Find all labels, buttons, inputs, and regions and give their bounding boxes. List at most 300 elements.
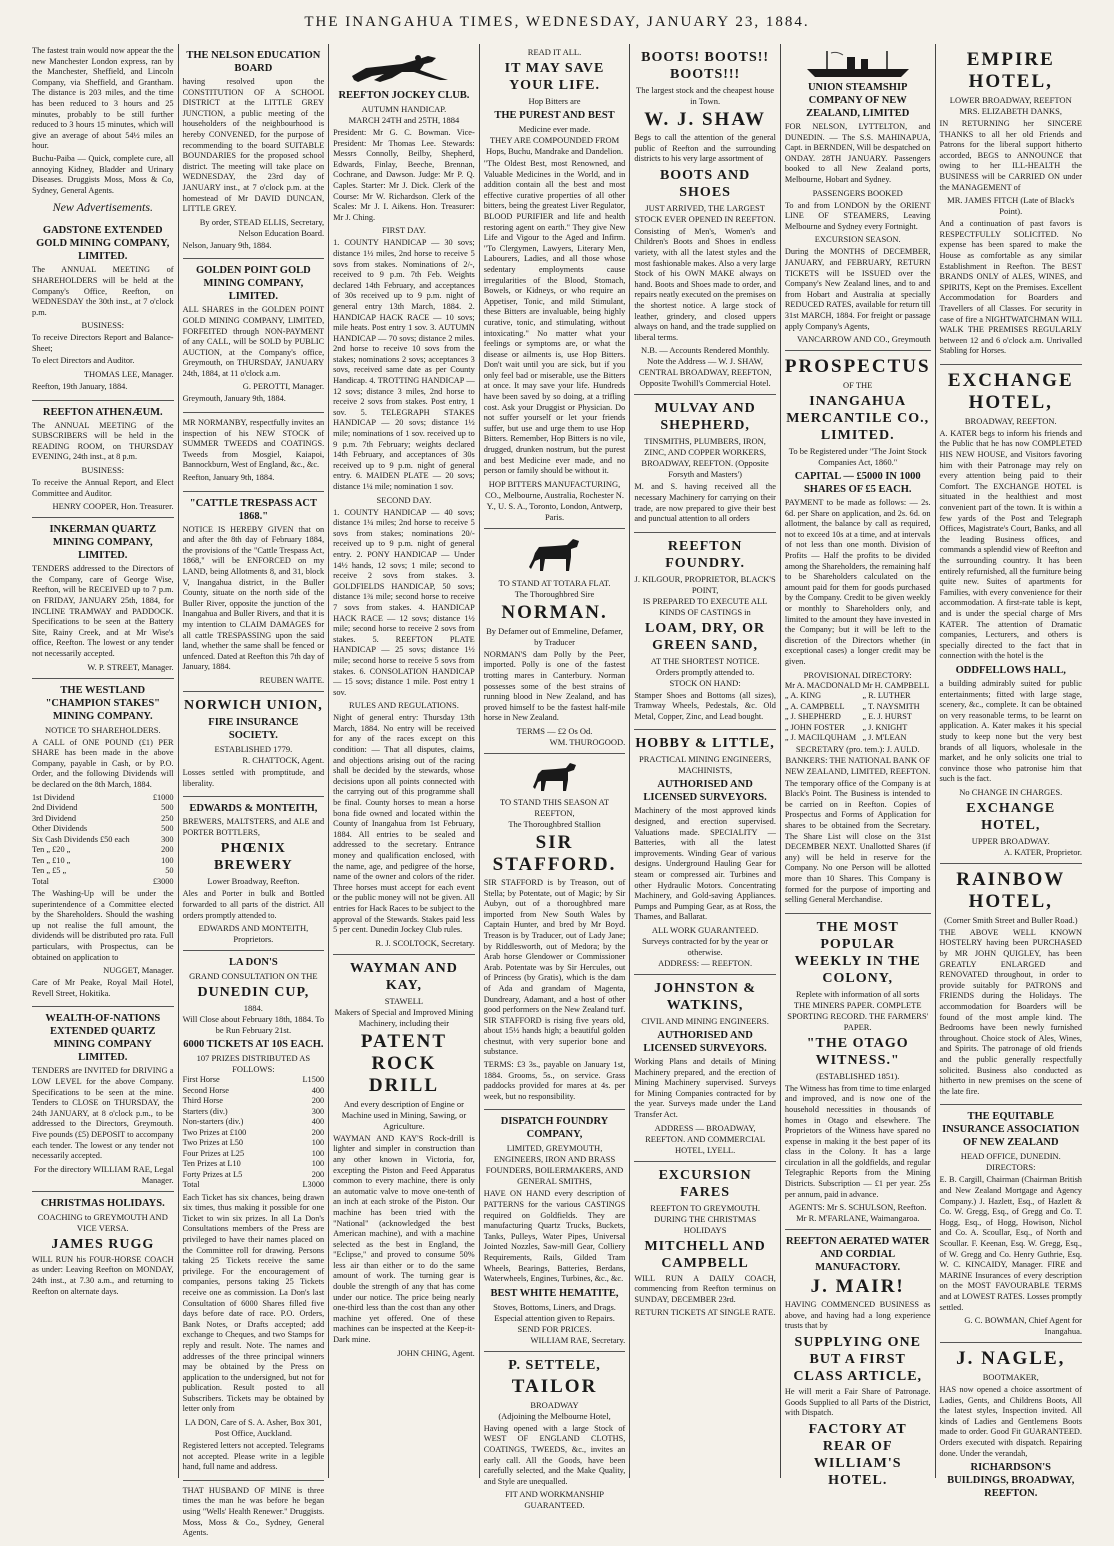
ad-subheading: THE PUREST AND BEST <box>494 110 615 121</box>
ad-heading: HOBBY & LITTLE, <box>635 736 775 752</box>
ad-name: P. SETTELE, <box>508 1357 601 1373</box>
rules-body: Night of general entry: Thursday 13th March, 1884. No entry will be received for any of the races except on this condition: — That all disputes, claims, and objections arising out of the racing shall be decided by the stewards, whose decisions upon all points connected with the carrying out of this programme shall be final. County horses to mean a horse bona fide owned and located within the County of Inangahua from 1st February, 1884. All entries to be sealed and addressed to the secretary. Entrance money and qualification enclosed, with the name, age, and pedigree of the horse, name of the owner and colors of the rider. Three horses must accept for each event or the public money will not be given. All entries for Hack Races to be subject to the approval of the Stewards. Stakes paid less 5 per cent. Dunedin Jockey Club rules. <box>333 713 475 935</box>
ad-subheading: PASSENGERS BOOKED <box>812 187 903 198</box>
ad-heading: THE WESTLAND "CHAMPION STAKES" MINING COMPANY. <box>45 684 160 722</box>
ad-body: Begs to call the attention of the general public of Reefton and the surrounding districts to his very large assortment of <box>634 133 776 164</box>
table-row <box>183 1086 325 1097</box>
ad-trade: TAILOR <box>511 1375 598 1397</box>
ad-subheading: The Thoroughbred Sire <box>514 588 595 599</box>
edwards-monteith-ad <box>183 797 325 951</box>
ad-item: To receive the Annual Report, and Elect Committee and Auditor. <box>32 478 174 498</box>
ad-body: Machinery of the most approved kinds designed, and erection supervised. Valuations made. SPECIALITY — Batteries, with all the latest improvements. Winding Gear of various designs. Underground Hauling Gear for steam or compressed air. Turbines and other Hydraulic Motors. Concentrating Machinery, and Gold-saving Appliances. Pumps and Pumping Gear, as at Ross, the Thames, and Ballarat. <box>634 806 776 922</box>
ad-subheading: (Adjoining the Melbourne Hotel, <box>498 1410 611 1421</box>
company-name: INANGAHUA MERCANTILE CO., LIMITED. <box>786 394 930 444</box>
gadstone-ad <box>32 219 174 400</box>
ad-signer: WILLIAM RAE, Secretary. <box>530 1334 626 1345</box>
row-label: Four Prizes at L25 <box>182 1148 245 1158</box>
normanby-ad <box>183 413 325 492</box>
ad-body: DURING THE CHRISTMAS HOLIDAYS <box>653 1213 757 1235</box>
ad-pedigree: By Defamer out of Emmeline, Defamer, by Traducer <box>486 625 623 647</box>
ad-heading: EDWARDS & MONTEITH, <box>189 803 318 815</box>
product-name: PATENT ROCK DRILL <box>360 1030 448 1096</box>
settele-tailor-ad <box>484 1352 626 1517</box>
ad-registration: To be Registered under "The Joint Stock Companies Act, 1860." <box>788 446 927 468</box>
ad-heading: INKERMAN QUARTZ MINING COMPANY, LIMITED. <box>49 524 157 562</box>
ad-address: ADDRESS — BROADWAY, REEFTON. AND COMMERCIAL HOTEL, LYELL. <box>645 1122 766 1155</box>
dividend-table <box>32 793 174 888</box>
ad-body: NOTICE IS HEREBY GIVEN that on and after the 8th day of February 1884, the provisions of the "Cattle Trespass Act, 1868," will be ENFORCED on my LAND, being Allotments 8, and 31, block V, Inangahua district, in the Buller County, situate on the north side of the Buller River, opposite the junction of the Inangahua and Buller Rivers, and that it is my intention to CLAIM DAMAGES for all cattle TRESPASSING upon the said land, whether the same shall be fenced or unfenced. Dated at Reefton this 7th day of January, 1884. <box>182 524 325 672</box>
ad-top: READ IT ALL. <box>527 47 582 57</box>
director: „ E. J. HURST <box>862 712 912 722</box>
ad-owner: MRS. ELIZABETH DANKS, <box>959 106 1062 116</box>
ad-heading: REEFTON ATHENÆUM. <box>42 406 163 418</box>
ad-subheading: Replete with information of all sorts <box>795 988 920 999</box>
row-label: Two Prizes at L50 <box>182 1138 244 1148</box>
total-label: Total <box>32 876 49 886</box>
ad-subheading: ENGINEERS, IRON AND BRASS FOUNDERS, BOILERMAKERS, AND GENERAL SMITHS, <box>485 1154 624 1187</box>
ad-heading: REEFTON FOUNDRY. <box>665 538 745 571</box>
ad-signer: G. PEROTTI, Manager. <box>242 381 325 392</box>
ad-signer: By order, STEAD ELLIS, Secretary, Nelson Education Board. <box>199 216 325 238</box>
hop-bitters-ad <box>484 44 626 529</box>
ad-signer: REUBEN WAITE. <box>259 674 325 685</box>
director: Mr A. MACDONALD <box>784 680 861 690</box>
ad-heading: PROSPECTUS <box>784 356 931 378</box>
stock-heading: STOCK ON HAND: <box>669 677 741 688</box>
ad-body: IN RETURNING her SINCERE THANKS to all her old Friends and Patrons for the liberal support hitherto accorded, BEGS to ANNOUNCE that owing to her ILL-HEALTH the BUSINESS will be CARRIED ON under the MANAGEMENT of <box>939 119 1082 192</box>
jockey-club-ad <box>333 44 475 955</box>
hall-name: ODDFELLOWS HALL, <box>955 664 1066 676</box>
ad-heading: IT MAY SAVE YOUR LIFE. <box>504 61 605 93</box>
column-2 <box>179 44 330 1538</box>
inkerman-ad <box>32 518 174 678</box>
ad-owner: J. KILGOUR, PROPRIETOR, BLACK'S POINT, <box>634 573 776 595</box>
ad-manager: MR. JAMES FITCH (Late of Black's Point). <box>947 195 1075 217</box>
ad-body: The Washing-Up will be under the superintendence of a Committee elected by the Shareholders. Should the washing up not realise the full amount, the dividends will be distributed pro rata. Full particulars, with Prospectus, can be obtained on application to <box>32 889 174 962</box>
exchange-hotel-ad <box>940 365 1082 864</box>
ad-address: ADDRESS: — REEFTON. <box>658 958 753 968</box>
ad-subheading: GRAND CONSULTATION ON THE <box>189 971 318 982</box>
ad-signer: WM. THUROGOOD. <box>549 736 626 747</box>
column-3 <box>329 44 480 1478</box>
ad-body: WILL RUN his FOUR-HORSE COACH as under: Leaving Reefton on MONDAY, 24th inst., at 7.30 a.m., and returning to Reefton on alternate days. <box>32 1254 174 1296</box>
golden-point-ad <box>183 259 325 413</box>
ad-signer: R. J. SCOLTOCK, Secretary. <box>375 937 475 948</box>
ad-slogan: SUPPLYING ONE BUT A FIRST CLASS ARTICLE, <box>793 1335 923 1385</box>
table-row <box>32 814 174 825</box>
ad-body: TENDERS are INVITED for DRIVING a LOW LEVEL for the above Company. Specifications to be seen at the mine. Tenders to CLOSE on THURSDAY, the 24th JANUARY, at 8 o'clock p.m., to be addressed to the Directors, Greymouth. Five pounds (£5) DEPOSIT to accompany each tender. The lowest or any tender not necessarily accepted. <box>32 1066 174 1161</box>
row-amount: 400 <box>311 1085 325 1095</box>
ad-established: ESTABLISHED 1779. <box>214 743 293 754</box>
ad-body: a building admirably suited for public entertainments; fitted with large stage, scenery, &c., complete. It can be obtained on very reasonable terms, to be learnt on application. A. Kater makes it his special study to keep none but the very best brands of all liquors, wholesale in the market, and he only solicits one trial to convince those who patronise him that such is the fact. <box>939 678 1082 784</box>
shaw-boots-ad <box>634 44 776 395</box>
row-label: First Horse <box>182 1075 220 1085</box>
ad-heading: THE MOST POPULAR WEEKLY IN THE COLONY, <box>794 919 921 986</box>
ad-body: THE ABOVE WELL KNOWN HOSTELRY having been PURCHASED by MR JOHN QUIGLEY, has been GREATLY ENLARGED and RENOVATED throughout, in order to provide suitably for PATRONS and FRIENDS during the Holidays. The accommodation for Boarders will be found of the most ample kind. The Bedrooms have been newly furnished throughout. Choice stock of Ales, Wines, and Spirits. The patronage of old friends and the public generally respectfully solicited. Business also conducted as hitherto in new premises on the scene of the late fire. <box>939 927 1082 1096</box>
racehorse-icon <box>344 50 464 86</box>
norwich-union-ad <box>183 692 325 797</box>
ad-subheading: CIVIL AND MINING ENGINEERS. <box>641 1016 769 1026</box>
row-label: Starters (div.) <box>182 1106 228 1116</box>
ad-subheading: Medicine ever made. <box>518 124 591 134</box>
ad-item: To elect Directors and Auditor. <box>32 356 135 366</box>
director: „ R. LUTHER <box>862 691 911 701</box>
steamship-icon <box>803 49 913 79</box>
ad-body: PAYMENT to be made as follows: — 2s. 6d. per Share on application, and 2s. 6d. on allotment, the balance by call as required, not to exceed 10s at a time, and at intervals of not less than one month. Division of Profits — Half the profits to be divided among the Shareholders, the remaining half to be Shareholders calculated on the amount paid for them for goods purchased by the Company. Credit to be given weekly or monthly to Shareholders only, and limited to the amount they have invested in the Company; but it will be left to the discretion of the Directors whether (in exceptional cases) a longer credit may be given. <box>784 498 931 666</box>
row-amount: 500 <box>161 803 174 813</box>
ad-note: N.B. — Accounts Rendered Monthly. <box>641 345 770 356</box>
ad-name: W. J. SHAW <box>644 109 766 130</box>
health-renewer-ad <box>183 1481 325 1546</box>
ad-names: MITCHELL AND CAMPBELL <box>644 1238 766 1271</box>
ad-body: WILL RUN A DAILY COACH, commencing from Reefton terminus on SUNDAY, DECEMBER 23rd. <box>634 1273 776 1304</box>
ad-line: Stoves, Bottoms, Liners, and Drags. <box>493 1301 616 1312</box>
ad-body: Losses settled with promptitude, and liberality. <box>182 767 325 788</box>
ad-maker: HOP BITTERS MANUFACTURING, CO., Melbourne, Australia, Rochester N. Y., U. S. A., Toronto, London, Antwerp, Paris. <box>485 478 625 522</box>
ad-highlight: LOAM, DRY, OR GREEN SAND, <box>645 620 766 653</box>
director: Mr H. CAMPBELL <box>862 680 930 690</box>
table-row <box>183 1075 325 1086</box>
ad-date: Greymouth, January 9th, 1884. <box>182 394 286 404</box>
ad-name: J. MAIR! <box>810 1276 905 1298</box>
director: „ J. MACILQUHAM <box>784 733 857 743</box>
ad-body: E. B. Cargill, Chairman (Chairman British and New Zealand Mortgage and Agency Company.) J. Hazlett, Esq., of Hazlett & Co. W. Gregg, Esq., of Gregg and Co. T. Hogg, Esq., of Hogg, Howison, Nichol and Co. A. Scoullar, Esq., of North and Scoullar. F. Keenan, Esq. W. Gregg, Esq., of W. Gregg and Co. Henry Guthrie, Esq. W. C. KINCAIDY, Manager. FIRE and MARINE Insurances of every description on the MOST FAVOURABLE TERMS and at LOWEST RATES. Losses promptly settled. <box>939 1175 1082 1312</box>
empire-hotel-ad <box>940 44 1082 365</box>
ad-heading: NORWICH UNION, <box>183 697 323 713</box>
ad-body: The ANNUAL MEETING of the SUBSCRIBERS will be held in the READING ROOM, on THURSDAY EVENING, 24th inst., at 8 p.m. <box>32 420 174 462</box>
directors-heading: DIRECTORS: <box>986 1162 1036 1173</box>
bankers: BANKERS: THE NATIONAL BANK OF NEW ZEALAND, LIMITED, REEFTON. <box>785 754 931 776</box>
excursion-fares-ad <box>634 1162 776 1324</box>
stock-body: Stamper Shoes and Bottoms (all sizes), Tramway Wheels, Pedestals, &c. Old Metal, Copper, Zinc, and Lead bought. <box>634 690 776 721</box>
nagle-bootmaker-ad <box>940 1343 1082 1507</box>
column-6 <box>781 44 936 1488</box>
newspaper-columns <box>28 44 1086 1538</box>
horse-icon <box>530 760 580 794</box>
ad-body: TENDERS addressed to the Directors of the Company, care of George Wise, Reefton, will be RECEIVED up to 7 p.m. on FRIDAY, JANUARY 25th, 1884, for INCLINE TRAMWAY and PADDOCK. Specifications to be seen at the Battery Site, Rainy Creek, and at Mr Wise's office, Reefton. The lowest or any tender not necessarily accepted. <box>32 564 174 658</box>
masthead <box>0 0 1114 44</box>
ad-subheading: The largest stock and the cheapest house in Town. <box>636 85 775 106</box>
ad-goods: BOOTS AND SHOES <box>659 167 751 200</box>
ad-body: A. KATER begs to inform his friends and the Public that he has now COMPLETED HIS NEW HOUSE, and Visitors favoring him with their Patronage may rely on every attention being paid to their Comfort. The EXCHANGE HOTEL is situated in the healthiest and most convenient part of the town. It is within a few yards of the Post and Telegraph Offices, Magistrate's Court, Banks, and all the leading Business offices, and commands a splendid view of Reefton and the surrounding country. It has been entirely refurnished, all the furniture being quite new. Suites of apartments for Families, with every convenience for their accommodation. A first-rate table is kept, and is under the special charge of Mrs KATER. The attention of Dramatic companies, Lecturers, and others is specially directed to the fact that in connection with the hotel is the <box>939 428 1082 661</box>
column-4 <box>480 44 631 1511</box>
ad-address: (Corner Smith Street and Buller Road.) <box>943 914 1078 925</box>
ad-address: UPPER BROADWAY. <box>971 835 1050 846</box>
ad-heading: REEFTON AERATED WATER AND CORDIAL MANUFACTORY. <box>786 1236 930 1274</box>
ad-heading: WAYMAN AND KAY, <box>350 960 458 993</box>
ad-heading: EXCURSION FARES <box>658 1167 752 1200</box>
table-row <box>785 702 931 713</box>
table-row <box>32 866 174 877</box>
ad-business: BUSINESS: <box>81 465 125 476</box>
table-row <box>183 1159 325 1170</box>
ad-address: Lower Broadway, Reefton. <box>207 876 300 887</box>
row-amount: 300 <box>161 834 174 844</box>
ad-date: Nelson, January 9th, 1884. <box>182 240 272 250</box>
ad-name: SIR STAFFORD. <box>492 831 617 875</box>
ad-subheading: The Thoroughbred Stallion <box>508 818 601 829</box>
ad-heading: REEFTON JOCKEY CLUB. <box>338 90 470 101</box>
ad-address: HEAD OFFICE, DUNEDIN. <box>960 1151 1061 1162</box>
ad-signer: NUGGET, Manager. <box>103 965 174 976</box>
ad-heading: THE NELSON EDUCATION BOARD <box>186 50 321 74</box>
ad-subheading: LIMITED, GREYMOUTH, <box>506 1143 603 1154</box>
johnston-watkins-ad <box>634 975 776 1162</box>
ad-sub: OF THE <box>843 380 873 391</box>
ad-body: THAT HUSBAND OF MINE is three times the man he was before he began using "Wells' Health Renewer." Druggists. Moss, Moss & Co., Sydney, General Agents. <box>182 1485 325 1538</box>
ad-body: Each Ticket has six chances, being drawn six times, thus making it possible for one Ticket to win six prizes. In all La Don's Consultations members of the Press are privileged to have their names placed on the Committee roll for drawing. Persons taking 25 Tickets receive the same privilege. For the encouragement of companies, persons taking 25 Tickets receive one as commission. La Don's last Consultation of 6000 Shares filled five days before date of race. P.O. Orders, Bank Notes, or Drafts accepted; add exchange to Cheques, and two Stamps for reply and result. Note. The names and addresses of the three principal winners may be obtained by the Press on application to the undersigned, but not for publication. Result posted to all Subscribers. Tickets may be obtained by letter only from <box>182 1192 325 1414</box>
westland-ad <box>32 679 174 1008</box>
ad-signer: G. C. BOWMAN, Chief Agent for Inangahua. <box>964 1315 1082 1337</box>
table-total-row <box>183 1180 325 1191</box>
table-row <box>32 845 174 856</box>
table-row <box>32 824 174 835</box>
ad-orders: Orders promptly attended to. <box>656 666 755 677</box>
table-row <box>183 1117 325 1128</box>
row-label: Ten Prizes at L10 <box>182 1159 241 1169</box>
row-label: Non-starters (div.) <box>182 1117 244 1127</box>
table-row <box>785 712 931 723</box>
ad-terms: TERMS — £2 Os Od. <box>516 725 593 736</box>
row-amount: £1000 <box>152 792 174 802</box>
row-label: Six Cash Dividends £50 each <box>32 834 130 844</box>
ad-heading: DISPATCH FOUNDRY COMPANY, <box>500 1116 609 1141</box>
ad-title: DUNEDIN CUP, <box>197 985 310 1001</box>
ad-top: BOOTS! BOOTS!! BOOTS!!! <box>641 50 770 82</box>
ad-top: TO STAND AT TOTARA FLAT. <box>498 577 611 588</box>
ad-notice: AT THE SHORTEST NOTICE. <box>650 655 760 666</box>
ad-top: TO STAND THIS SEASON AT REEFTON, <box>499 796 610 818</box>
row-label: Third Horse <box>182 1096 223 1106</box>
dispatch-foundry-ad <box>484 1110 626 1351</box>
ad-item: To receive Directors Report and Balance-Sheet; <box>32 333 174 353</box>
ad-name: NORMAN. <box>501 601 608 623</box>
intro-article: The fastest train would now appear the the new Manchester London express, ran by the Manchester, Sheffield, and Lincoln Company, via Sheffield, and Grantham. The distance is 203 miles, and the time has been reduced to 3 hours and 25 minutes, probably to be still further reduced to 3 hours 15 minutes, which will give an average of about 54½ miles an hour. <box>32 46 174 151</box>
row-label: Two Prizes at £100 <box>182 1127 247 1137</box>
ad-heading: GOLDEN POINT GOLD MINING COMPANY, LIMITED. <box>195 265 311 303</box>
ad-close: Will Close about February 18th, 1884. To be Run February 21st. <box>182 1014 325 1036</box>
ad-body: IS PREPARED TO EXECUTE ALL KINDS OF CASTINGS in <box>642 595 768 617</box>
ad-heading: MULVAY AND SHEPHERD, <box>654 401 756 434</box>
total-amount: £3000 <box>152 876 174 886</box>
ad-subheading: AUTHORISED AND LICENSED SURVEYORS. <box>643 779 767 804</box>
brewery-name: PHŒNIX BREWERY <box>213 841 293 874</box>
ad-body: The temporary office of the Company is at Black's Point. The Business is intended to be carried on in Reefton. Copies of Prospectus and Forms of Application for shares to be obtained from the Secretary. The Share List will close on the 31st DECEMBER NEXT. Unallotted Shares (if any) will be held in reserve for the Company. No one Person will be allotted more than 10 Shares. This Company is formed for the purpose of importing and selling General Merchandise. <box>784 778 931 905</box>
row-label: 3rd Dividend <box>32 813 77 823</box>
reefton-foundry-ad <box>634 533 776 731</box>
ad-body: WAYMAN AND KAY'S Rock-drill is lighter and simpler in construction than any other known in Victoria, for, excepting the Piston and Feed Apparatus common to every machine, there is only an automatic valve to move one-tenth of an inch at each stroke of the Piston. Our machine has been tried with the "National" (acknowledged the best American machine), and with a machine selected as the best in England, the "Eclipse," and proved to consume 50% less air than either or to do the same amount of work. The turning gear is double the strength of any that has come under our notice. The price being nearly one-third less than the cost than any other machine yet offered. One of these machines can be inspected at the Keep-it-Dark mine. <box>333 1133 475 1345</box>
ad-body: Ales and Porter in bulk and Bottled forwarded to all parts of the district. All orders promptly attended to. <box>182 889 325 920</box>
ad-date: Reefton, 19th January, 1884. <box>32 382 128 392</box>
table-row <box>32 835 174 846</box>
ad-body: SIR STAFFORD is by Treason, out of Stella; by Potentate, out of Magic; by Sir Aubyn, out of a thoroughbred mare imported from New South Wales by Captain Hunter, and bred by Mr Boyd. Treason is by Traducer, out of Lady Jane; by Riddlesworth, out of Medora; by the Arab horse Glendower or Commissioner Arab. Potentate was by Sir Hercules, out of Princess (by Gratis), which is the dam of Ada and grandam of Magenta, Dundreary, Adamant, and a host of other good performers on the New Zealand turf. SIR STAFFORD is rising five years old, about 15½ hands high; a beautiful golden chestnut, with very superior bone and substance. <box>483 877 626 1057</box>
ad-address: Care of Mr Peake, Royal Mail Hotel, Revell Street, Hokitika. <box>32 978 174 998</box>
table-row <box>183 1149 325 1160</box>
day-heading: FIRST DAY. <box>382 225 426 236</box>
row-amount: 200 <box>161 845 174 855</box>
directors-table <box>785 681 931 744</box>
ad-subheading: THEY ARE COMPOUNDED FROM Hops, Buchu, Mandrake and Dandelion. <box>485 135 624 156</box>
ad-heading: CHRISTMAS HOLIDAYS. <box>40 1197 165 1209</box>
table-row <box>785 733 931 744</box>
ad-subheading: FIRE INSURANCE SOCIETY. <box>208 716 299 741</box>
row-amount: 200 <box>311 1169 325 1179</box>
ad-footer: FACTORY AT REAR OF WILLIAM'S HOTEL. <box>808 1421 907 1488</box>
row-label: Ten „ £10 „ <box>32 855 71 865</box>
ad-body: The Witness has from time to time enlarged and improved, and is now one of the household necessities in thousands of homes in Otago and elsewhere. The Proprietors of the Witness have spared no expense in making it the best paper of its class in the Colony. It has a large circulation in all the goldfields, and regular Telegraphic Reports from the Mining Districts. Subscription — £1 per year. 25s per annum, paid in advance. <box>784 1083 931 1199</box>
ad-body: HAVING COMMENCED BUSINESS as above, and having had a long experience trusts that by <box>784 1300 931 1331</box>
ad-guarantee: ALL WORK GUARANTEED. <box>651 925 759 935</box>
row-amount: 300 <box>311 1106 325 1116</box>
ad-subheading: BOOTMAKER, <box>982 1372 1039 1383</box>
director: „ A. CAMPBELL <box>784 701 845 711</box>
ad-subheading: Makers of Special and Improved Mining Machinery, including their <box>334 1006 474 1028</box>
ad-signer: EDWARDS AND MONTEITH, Proprietors. <box>198 923 309 945</box>
ad-footer: FIT AND WORKMANSHIP GUARANTEED. <box>505 1489 604 1511</box>
christmas-coach-ad <box>32 1192 174 1304</box>
ad-heading: J. NAGLE, <box>956 1348 1066 1370</box>
ad-body: A CALL of ONE POUND (£1) PER SHARE has been made in the above Company, payable in Cash, or by P.O. Order, and the following Dividends will be declared on the 8th March, 1884. <box>32 737 174 789</box>
ad-subheading: EXCURSION SEASON. <box>814 234 901 245</box>
ad-note: No CHANGE IN CHARGES. <box>959 786 1063 797</box>
ad-subheading: NOTICE TO SHAREHOLDERS. <box>44 724 161 735</box>
ad-date: Reefton, January 9th, 1884. <box>182 473 275 483</box>
ad-subheading: AUTUMN HANDICAP. <box>361 104 447 114</box>
table-row <box>785 723 931 734</box>
ad-footer: RETURN TICKETS AT SINGLE RATE. <box>634 1307 776 1318</box>
row-label: Other Dividends <box>32 824 88 834</box>
ad-subheading: Hop Bitters are <box>528 96 581 106</box>
ad-body: NORMAN'S dam Polly by the Peer, imported. Polly is one of the fastest trotting mares in Canterbury. Norman possesses some of the best strains of running blood in New Zealand, and has proved himself to be the fastest half-mile horse in New Zealand. <box>483 649 626 723</box>
ad-subheading: AUTHORISED AND LICENSED SURVEYORS. <box>643 1030 767 1054</box>
row-amount: 100 <box>311 1138 325 1148</box>
column-1 <box>28 44 179 1478</box>
prizes-table <box>183 1075 325 1191</box>
ad-body: "The Oldest Best, most Renowned, and Valuable Medicines in the World, and in addition contain all the best and most effective curative properties of all other bitters, being the greatest Liver Regulator, BLOOD PURIFIER and life and health restoring agent on earth." They give New Life and Vigour to the Aged and Infirm. "To Clergymen, Lawyers, Literary Men, Labourers, Ladies, and all those whose sedentary employments cause irregularities of the Blood, Stomach, Bowels, or Kidneys, or who require an Appetiser, Tonic, and mild Stimulant, these Bitters are invaluable, being highly curative, tonic, and stimulating, without intoxicating." No matter what your feelings or symptoms are, or what the disease or ailments is, use Hop Bitters. Don't wait until you are sick, but if you only feel bad or miserable, use the Bitters at once. It may save your life. Hundreds have been saved by so doing, at a trifling cost. Ask your Druggist or Physician. Do not suffer yourself or let your friends suffer, but use and urge them to use Hop Bitters. Remember, Hop Bitters is no vile, drugged, drunken nostrum, but the purest and best Medicine ever made, and no person or family should be without it. <box>483 159 626 476</box>
table-row <box>183 1128 325 1139</box>
ad-signer: LA DON, Care of S. A. Asher, Box 301, Post Office, Auckland. <box>184 1417 322 1439</box>
ad-subheading: JUST ARRIVED, THE LARGEST STOCK EVER OPENED IN REEFTON. <box>634 202 776 224</box>
ad-tickets: 6000 TICKETS AT 10S EACH. <box>183 1039 324 1051</box>
ad-signer: A. KATER, Proprietor. <box>1003 846 1082 857</box>
table-row <box>183 1138 325 1149</box>
column-7 <box>936 44 1086 1500</box>
ad-signer: HENRY COOPER, Hon. Treasurer. <box>52 501 174 512</box>
ad-heading: "CATTLE TRESPASS ACT 1868." <box>189 497 317 522</box>
ad-body: Having opened with a large Stock of WEST OF ENGLAND CLOTHS, COATINGS, TWEEDS, &c., invites an early call. All the Goods, have been carefully selected, and the Make Quality, and Style are unequalled. <box>483 1423 626 1486</box>
rules-heading: RULES AND REGULATIONS. <box>349 700 459 711</box>
secretary: SECRETARY (pro. tem.): J. AULD. <box>795 743 920 754</box>
column-5 <box>630 44 781 1478</box>
row-amount: 500 <box>161 824 174 834</box>
ad-body: Consisting of Men's, Women's and Children's Boots and Shoes in endless variety, with all the latest styles and the most fashionable makes. Also a very large Stock of his OWN MAKE always on hand. Boots and Shoes made to order, and repairs neatly executed on the premises on the shortest notice. A large stock of leather, grindery, and closed uppers always on hand, and the trade supplied on liberal terms. <box>634 226 776 342</box>
ad-heading: LA DON'S <box>229 957 278 969</box>
ad-body: HAVE ON HAND every description of PATTERNS for the various CASTINGS required on Goldfields. They are manufacturing Quartz Trucks, Buckets, Tanks, Pulleys, Water Pipes, Universal Jointed Nozzles, Saw-mill Gear, Colliery Requirements, Rails, Gilded Tram Wheels, Bearings, Batteries, Berdans, Waterwheels, Engines, Turbines, &c., &c. <box>483 1189 626 1284</box>
ad-heading: GADSTONE EXTENDED GOLD MINING COMPANY, LIMITED. <box>36 225 170 263</box>
ad-address: Note the Address — W. J. SHAW, CENTRAL BROADWAY, REEFTON, Opposite Twohill's Commercial Hotel. <box>638 356 772 389</box>
ad-heading: UNION STEAMSHIP COMPANY OF NEW ZEALAND, LIMITED <box>806 82 910 119</box>
director: „ T. NAYSMITH <box>862 701 920 711</box>
rainbow-hotel-ad <box>940 864 1082 1106</box>
athenaeum-ad <box>32 401 174 519</box>
ad-body: FOR NELSON, LYTTELTON, and DUNEDIN. — The S.S. MAHINAPUA, Capt. in BERNDEN, Will be despatched on ONDAY. 28TH JANUARY. Passengers booked to all New Zealand ports, Melbourne, Hobart and Sydney. <box>784 122 931 184</box>
director: „ J. M'LEAN <box>862 733 907 743</box>
row-amount: 400 <box>311 1117 325 1127</box>
ad-signer: JOHN CHING, Agent. <box>397 1347 475 1358</box>
ad-body: M. and S. having received all the necessary Machinery for carrying on their trade, are now prepared to give their best and punctual attention to all orders <box>634 482 776 524</box>
table-row <box>183 1107 325 1118</box>
table-row <box>32 793 174 804</box>
ad-subheading: TINSMITHS, PLUMBERS, IRON, ZINC, AND COPPER WORKERS, <box>644 436 767 458</box>
row-amount: 200 <box>311 1096 325 1106</box>
ad-body: The ANNUAL MEETING of SHAREHOLDERS will be held at the Company's Office, Reefton, on WEDNESDAY the 30th inst., at 7 o'clock p.m. <box>32 265 174 317</box>
ad-heading: EXCHANGE HOTEL, <box>966 800 1056 833</box>
ad-officials: President: Mr G. C. Bowman. Vice-President: Mr Thomas Lee. Stewards: Messrs Connolly, Beilby, Shepherd, Edwards, Finlay, Beeche, Brennan, Cochrane, and Dawson. Judge: Mr P. Q. Caples. Starter: Mr J. Dick. Clerk of the Course: Mr W. Richardson. Clerk of the Scales: Mr J. I. Aikens. Hon. Treasurer: Mr J. Ching. <box>333 128 475 222</box>
row-label: Second Horse <box>182 1085 229 1095</box>
prizes-heading: 107 PRIZES DISTRIBUTED AS FOLLOWS: <box>196 1053 311 1075</box>
director: „ J. KNIGHT <box>862 722 908 732</box>
norman-stallion-ad <box>484 529 626 754</box>
row-amount: 100 <box>161 855 174 865</box>
ad-line: SEND FOR PRICES. <box>517 1323 592 1334</box>
ad-body: To and from LONDON by the ORIENT LINE OF STEAMERS, Leaving Melbourne and Sydney every Fortnight. <box>784 200 931 231</box>
ad-address: RICHARDSON'S BUILDINGS, BROADWAY, REEFTON. <box>947 1462 1075 1500</box>
nelson-education-ad <box>183 44 325 259</box>
ad-body: Working Plans and details of Mining Machinery prepared, and the erection of Mining Machinery supervised. Surveys for Mining Companies contracted for by the year. Surveys made under the Land Transfer Act. <box>634 1057 776 1119</box>
ad-body: He will merit a Fair Share of Patronage. Goods Supplied to all Parts of the District, with Dispatch. <box>784 1387 931 1418</box>
ladon-consultation-ad <box>183 951 325 1481</box>
day-heading: SECOND DAY. <box>376 494 432 505</box>
horse-icon <box>525 535 585 575</box>
day-body: 1. COUNTY HANDICAP — 40 sovs; distance 1¼ miles; 2nd horse to receive 5 sovs from stakes; nominations 20/- received up to 9 p.m. night of general entry. 2. PONY HANDICAP — Under 14½ hands, 12 sovs; 1 mile; second to receive 2 sovs from stakes. 3. GOLDFIELDS HANDICAP, 50 sovs; distance 1¾ mile; second horse to receive 7 sovs from stakes. 4. HANDICAP HACK RACE — 12 sovs; distance 1½ mile; second horse to receive 2 sovs from stakes. 5. REEFTON PLATE HANDICAP — 25 sovs; distance 1½ mile; second horse to receive 5 sovs from stakes. 6. CONSOLATION HANDICAP — 15 sovs; distance 1 mile. Post entry 1 sov. <box>333 507 475 697</box>
table-row <box>32 803 174 814</box>
ad-line: Especial attention given to Repairs. <box>494 1312 615 1323</box>
total-label: Total <box>182 1180 200 1190</box>
ad-established: (ESTABLISHED 1851). <box>816 1070 900 1081</box>
ad-heading: RAINBOW HOTEL, <box>956 868 1066 912</box>
total-amount: L3000 <box>302 1180 325 1190</box>
ad-address: LOWER BROADWAY, REEFTON <box>949 95 1072 105</box>
ad-address: BROADWAY <box>530 1399 579 1410</box>
row-label: 1st Dividend <box>32 792 75 802</box>
row-amount: 200 <box>311 1127 325 1137</box>
ad-address: BROADWAY, REEFTON. <box>964 415 1057 426</box>
otago-witness-ad <box>785 914 931 1231</box>
ad-agent: R. CHATTOCK, Agent. <box>242 754 325 765</box>
ad-subheading: PRACTICAL MINING ENGINEERS, MACHINISTS, <box>639 754 772 776</box>
row-amount: 250 <box>161 813 174 823</box>
ad-papers: THE MINERS PAPER. COMPLETE SPORTING RECORD. THE FARMERS' PAPER. <box>787 999 929 1032</box>
ad-heading: THE EQUITABLE INSURANCE ASSOCIATION OF NEW ZEALAND <box>942 1111 1080 1149</box>
table-row <box>183 1170 325 1181</box>
ad-body: MR NORMANBY, respectfully invites an inspection of his NEW STOCK of SUMMER TWEEDS and COATINGS. Tweeds from Mosgiel, Kaiapoi, Bannockburn, West of England, &c., &c. <box>182 418 325 470</box>
table-total-row <box>32 877 174 888</box>
hobby-little-ad <box>634 730 776 975</box>
ad-body: having resolved upon the CONSTITUTION OF A SCHOOL DISTRICT at the LITTLE GREY JUNCTION, a public meeting of the householders of the neighbourhood is hereby CONVENED, for the purpose of recommending to the board SUITABLE BOUNDARIES for the proposed school district. The meeting will take place on WEDNESDAY, the 23rd day of JANUARY inst., at 7 o'clock p.m. at the homestead of Mr DAVID DUNCAN, LITTLE GREY. <box>182 77 325 214</box>
ad-subheading: COACHING to GREYMOUTH AND VICE VERSA. <box>37 1211 168 1233</box>
ad-heading: WEALTH-OF-NATIONS EXTENDED QUARTZ MINING COMPANY LIMITED. <box>45 1013 161 1064</box>
row-amount: 100 <box>311 1159 325 1169</box>
ad-capital: CAPITAL — £5000 IN 1000 SHARES OF £5 EACH. <box>794 471 921 496</box>
ad-signer: W. P. STREET, Manager. <box>87 661 174 672</box>
row-label: Ten „ £5 „ <box>32 866 67 876</box>
ad-signer: THOMAS LEE, Manager. <box>83 369 174 380</box>
director: „ A. KING <box>784 691 822 701</box>
ad-subheading: REEFTON TO GREYMOUTH. <box>650 1202 760 1213</box>
director: „ J. SHEPHERD <box>784 712 841 722</box>
table-row <box>785 681 931 692</box>
directors-heading: PROVISIONAL DIRECTORY: <box>803 669 912 680</box>
